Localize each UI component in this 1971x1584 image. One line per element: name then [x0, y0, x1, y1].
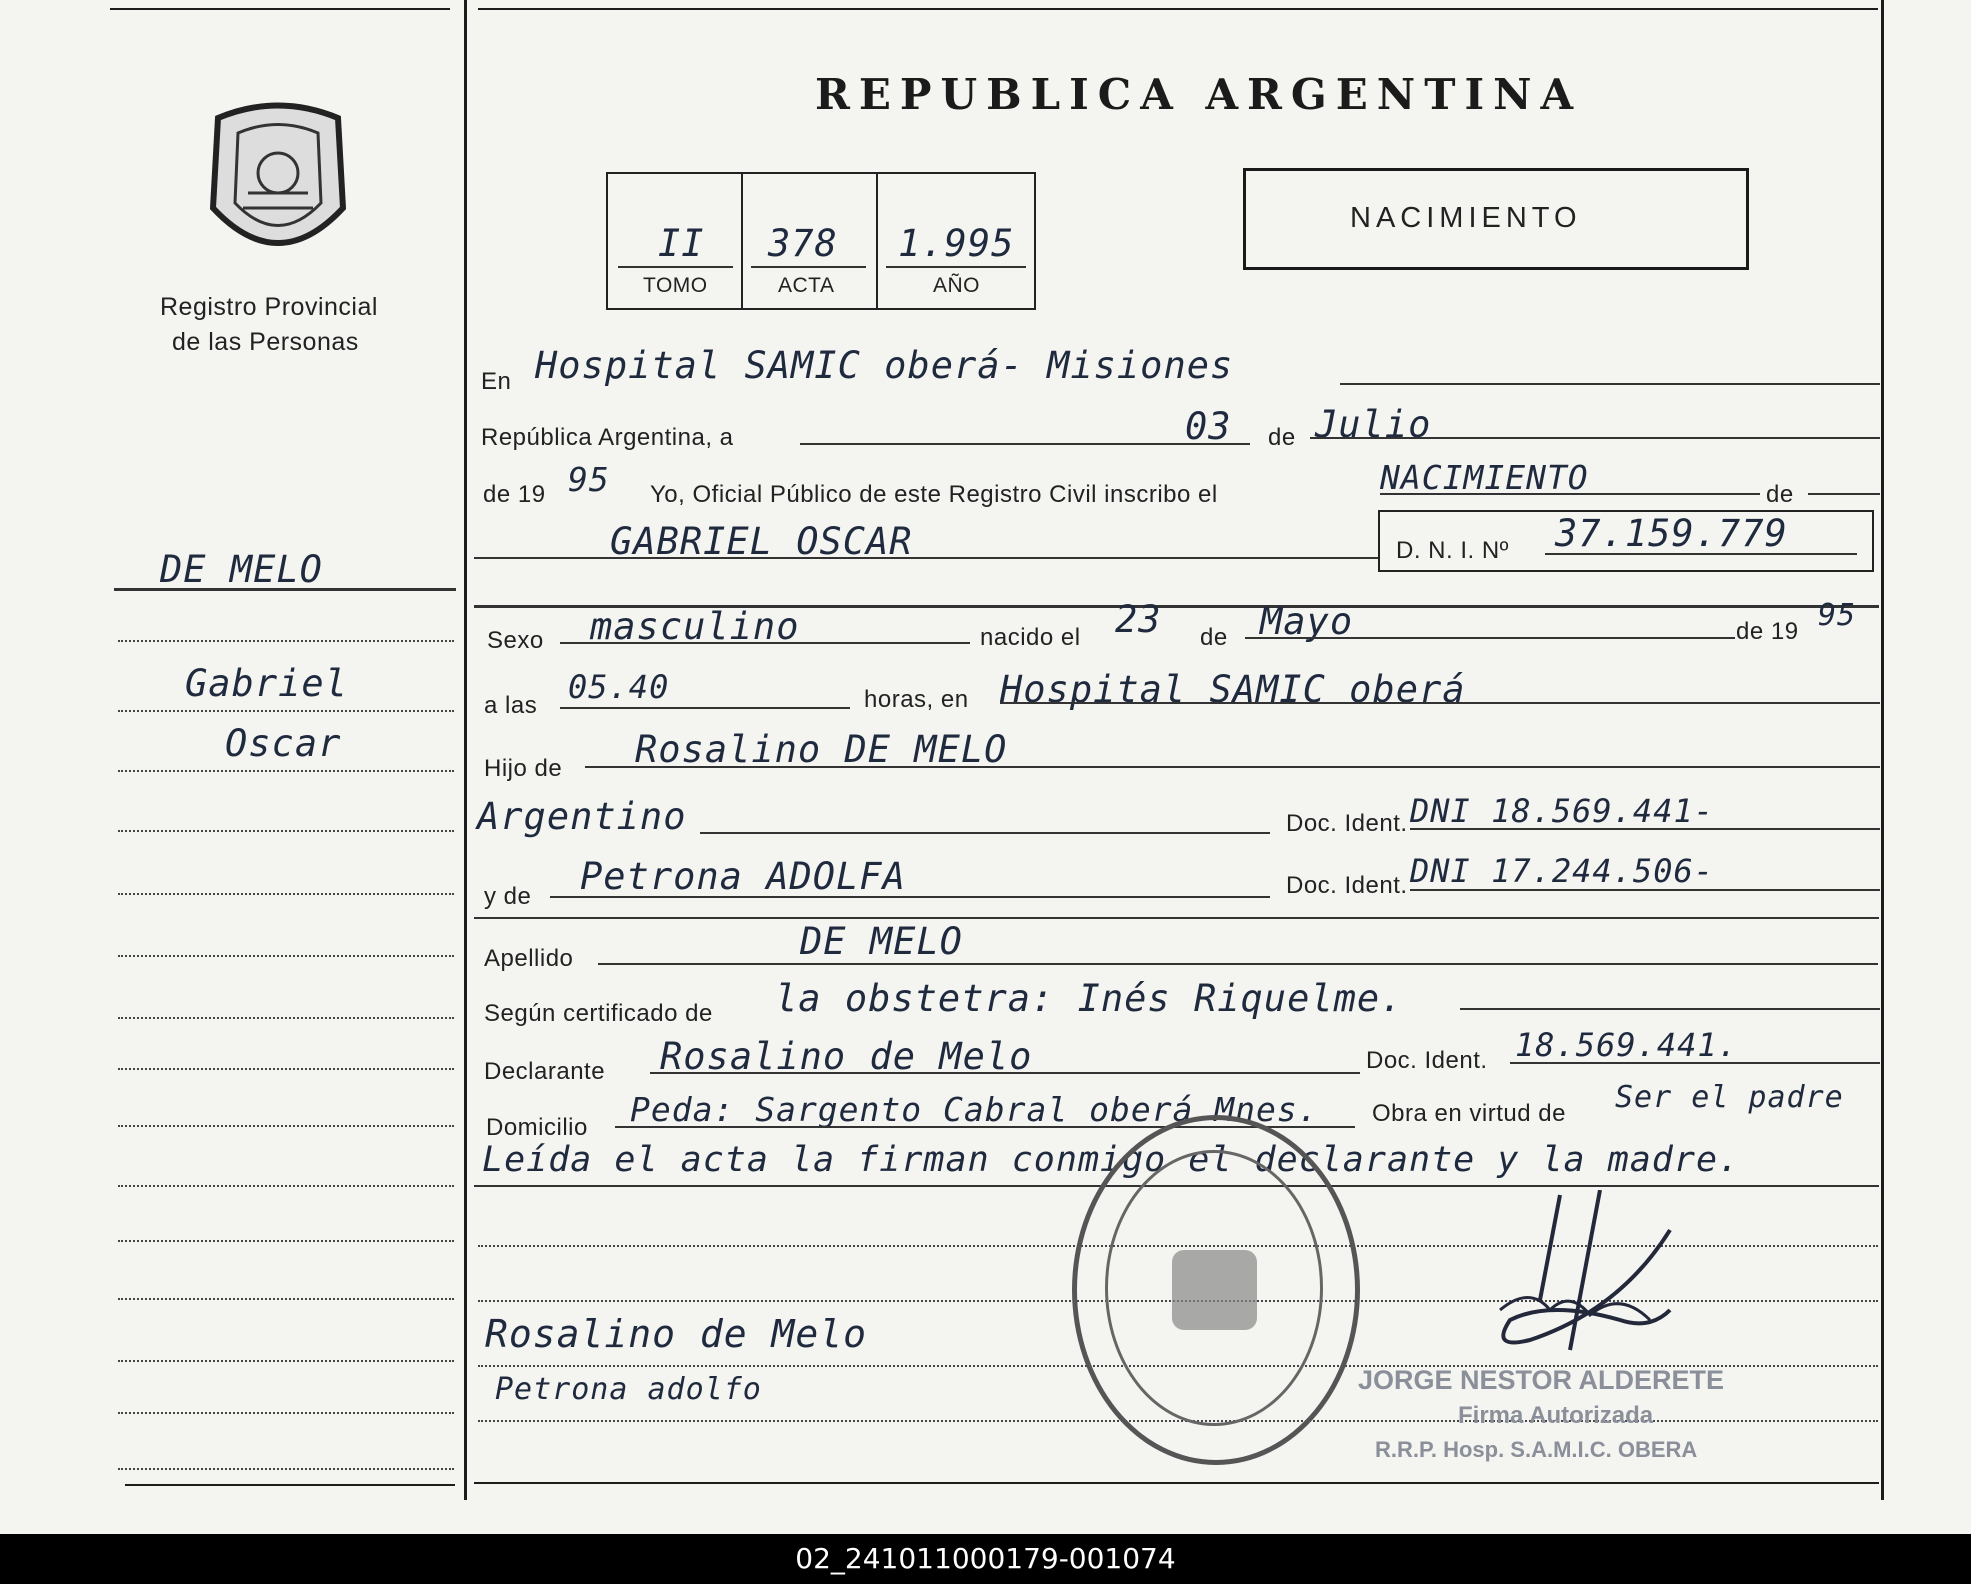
bottom-border-right — [474, 1482, 1879, 1484]
acta-label: ACTA — [778, 274, 835, 297]
father-doc-line — [1410, 828, 1880, 830]
domicilio-value: Peda: Sargento Cabral oberá Mnes. — [630, 1090, 1319, 1129]
time-line — [560, 707, 850, 709]
top-border-left — [110, 8, 450, 10]
dni-value: 37.159.779 — [1555, 512, 1788, 555]
obra-value: Ser el padre — [1615, 1080, 1844, 1115]
apellido-line — [598, 963, 1878, 965]
mother-doc: DNI 17.244.506- — [1410, 852, 1714, 890]
mother-doc-line — [1410, 889, 1880, 891]
margin-rule — [118, 830, 454, 832]
declarante-doc-label: Doc. Ident. — [1366, 1047, 1488, 1074]
declarante-doc: 18.569.441. — [1515, 1026, 1738, 1064]
birth-year: 95 — [1818, 598, 1857, 633]
dni-label: D. N. I. Nº — [1396, 537, 1509, 564]
acto-value: NACIMIENTO — [1380, 458, 1589, 497]
margin-rule — [118, 1412, 454, 1414]
place-value: Hospital SAMIC oberá — [1000, 668, 1466, 711]
official-name: JORGE NESTOR ALDERETE — [1358, 1365, 1725, 1395]
month-line — [1310, 437, 1880, 439]
birth-de19: de 19 — [1736, 618, 1799, 645]
obra-label: Obra en virtud de — [1372, 1100, 1566, 1127]
tomo-label: TOMO — [643, 274, 708, 297]
sexo-value: masculino — [590, 605, 800, 648]
declarante-label: Declarante — [484, 1058, 606, 1085]
declarante-doc-line — [1510, 1062, 1880, 1064]
segun-value: la obstetra: Inés Riquelme. — [775, 977, 1404, 1020]
margin-rule — [118, 1185, 454, 1187]
margin-rule — [118, 1240, 454, 1242]
margin-rule — [118, 955, 454, 957]
hijo-label: Hijo de — [484, 755, 563, 782]
acto-line — [1380, 493, 1760, 495]
day-value: 03 — [1185, 405, 1232, 448]
domicilio-label: Domicilio — [486, 1114, 588, 1141]
right-page-border — [1881, 0, 1884, 1500]
republica-label: República Argentina, a — [481, 424, 734, 451]
segun-line — [1460, 1008, 1880, 1010]
place-line — [1000, 702, 1880, 704]
acta-value: 378 — [768, 222, 838, 265]
margin-rule — [118, 1017, 454, 1019]
margin-rule — [118, 640, 454, 642]
father-value: Rosalino DE MELO — [635, 728, 1008, 771]
mother-line — [550, 896, 1270, 898]
official-office: R.R.P. Hosp. S.A.M.I.C. OBERA — [1375, 1437, 1698, 1462]
apellido-label: Apellido — [484, 945, 574, 972]
en-value: Hospital SAMIC oberá- Misiones — [535, 344, 1234, 387]
time-value: 05.40 — [568, 668, 670, 706]
birth-day: 23 — [1115, 598, 1162, 641]
dni-line — [1545, 553, 1857, 555]
signature-madre: Petrona adolfo — [495, 1372, 762, 1407]
registry-name-line2: de las Personas — [172, 328, 359, 356]
birth-de: de — [1200, 624, 1228, 651]
month-value: Julio — [1315, 403, 1432, 446]
de19-label: de 19 — [483, 481, 546, 508]
father-nat-line — [700, 832, 1270, 834]
top-border-right — [478, 8, 1878, 10]
margin-rule — [118, 1125, 454, 1127]
margin-rule — [118, 1360, 454, 1362]
nacido-label: nacido el — [980, 624, 1081, 651]
page-title: REPUBLICA ARGENTINA — [815, 70, 1583, 119]
father-nat: Argentino — [477, 795, 687, 838]
en-line — [1340, 383, 1880, 385]
horas-label: horas, en — [864, 686, 969, 713]
margin-rule — [118, 1298, 454, 1300]
margin-given1: Gabriel — [185, 662, 348, 705]
alas-label: a las — [484, 692, 538, 719]
bottom-border-left — [125, 1484, 455, 1486]
father-doc: DNI 18.569.441- — [1410, 792, 1714, 830]
father-line — [585, 766, 1880, 768]
de-label-2: de — [1766, 481, 1794, 508]
record-number-box — [606, 172, 1036, 310]
apellido-value: DE MELO — [800, 920, 963, 963]
registry-name-line1: Registro Provincial — [160, 293, 378, 321]
birth-month-line — [1245, 637, 1735, 639]
margin-given2: Oscar — [225, 722, 342, 765]
margin-rule — [118, 1068, 454, 1070]
official-signature — [1470, 1190, 1730, 1380]
margin-rule — [118, 893, 454, 895]
leida-value: Leída el acta la firman conmigo el declarante y la madre. — [482, 1140, 1741, 1180]
left-column-border — [464, 0, 467, 1500]
signature-declarante: Rosalino de Melo — [485, 1312, 868, 1356]
segun-label: Según certificado de — [484, 1000, 713, 1027]
separator-line-2 — [474, 917, 1879, 919]
margin-surname: DE MELO — [160, 548, 323, 591]
anio-value: 1.995 — [898, 222, 1015, 265]
de-label: de — [1268, 424, 1296, 451]
en-label: En — [481, 368, 512, 395]
record-type-label: NACIMIENTO — [1350, 202, 1582, 234]
name-line — [474, 557, 1379, 559]
margin-surname-line — [114, 588, 456, 591]
yde-label: y de — [484, 883, 532, 910]
margin-rule — [118, 770, 454, 772]
margin-rule — [118, 1468, 454, 1470]
sexo-label: Sexo — [487, 627, 544, 654]
name-value: GABRIEL OSCAR — [610, 520, 913, 563]
year-value: 95 — [568, 460, 610, 499]
sexo-line — [560, 642, 970, 644]
province-seal — [203, 98, 353, 270]
mother-value: Petrona ADOLFA — [580, 855, 906, 898]
declarante-value: Rosalino de Melo — [660, 1035, 1033, 1078]
declarante-line — [650, 1072, 1360, 1074]
de-line-2 — [1808, 493, 1880, 495]
document-id-footer: 02_241011000179-001074 — [0, 1534, 1971, 1584]
official-title: Firma Autorizada — [1458, 1402, 1654, 1429]
birth-month: Mayo — [1260, 600, 1354, 643]
mother-doc-label: Doc. Ident. — [1286, 872, 1408, 899]
oficial-text: Yo, Oficial Público de este Registro Civil inscribo el — [650, 481, 1218, 508]
anio-label: AÑO — [933, 274, 981, 297]
father-doc-label: Doc. Ident. — [1286, 810, 1408, 837]
tomo-value: II — [658, 222, 705, 265]
margin-rule — [118, 710, 454, 712]
day-line — [800, 443, 1250, 445]
official-stamp — [1072, 1115, 1360, 1465]
